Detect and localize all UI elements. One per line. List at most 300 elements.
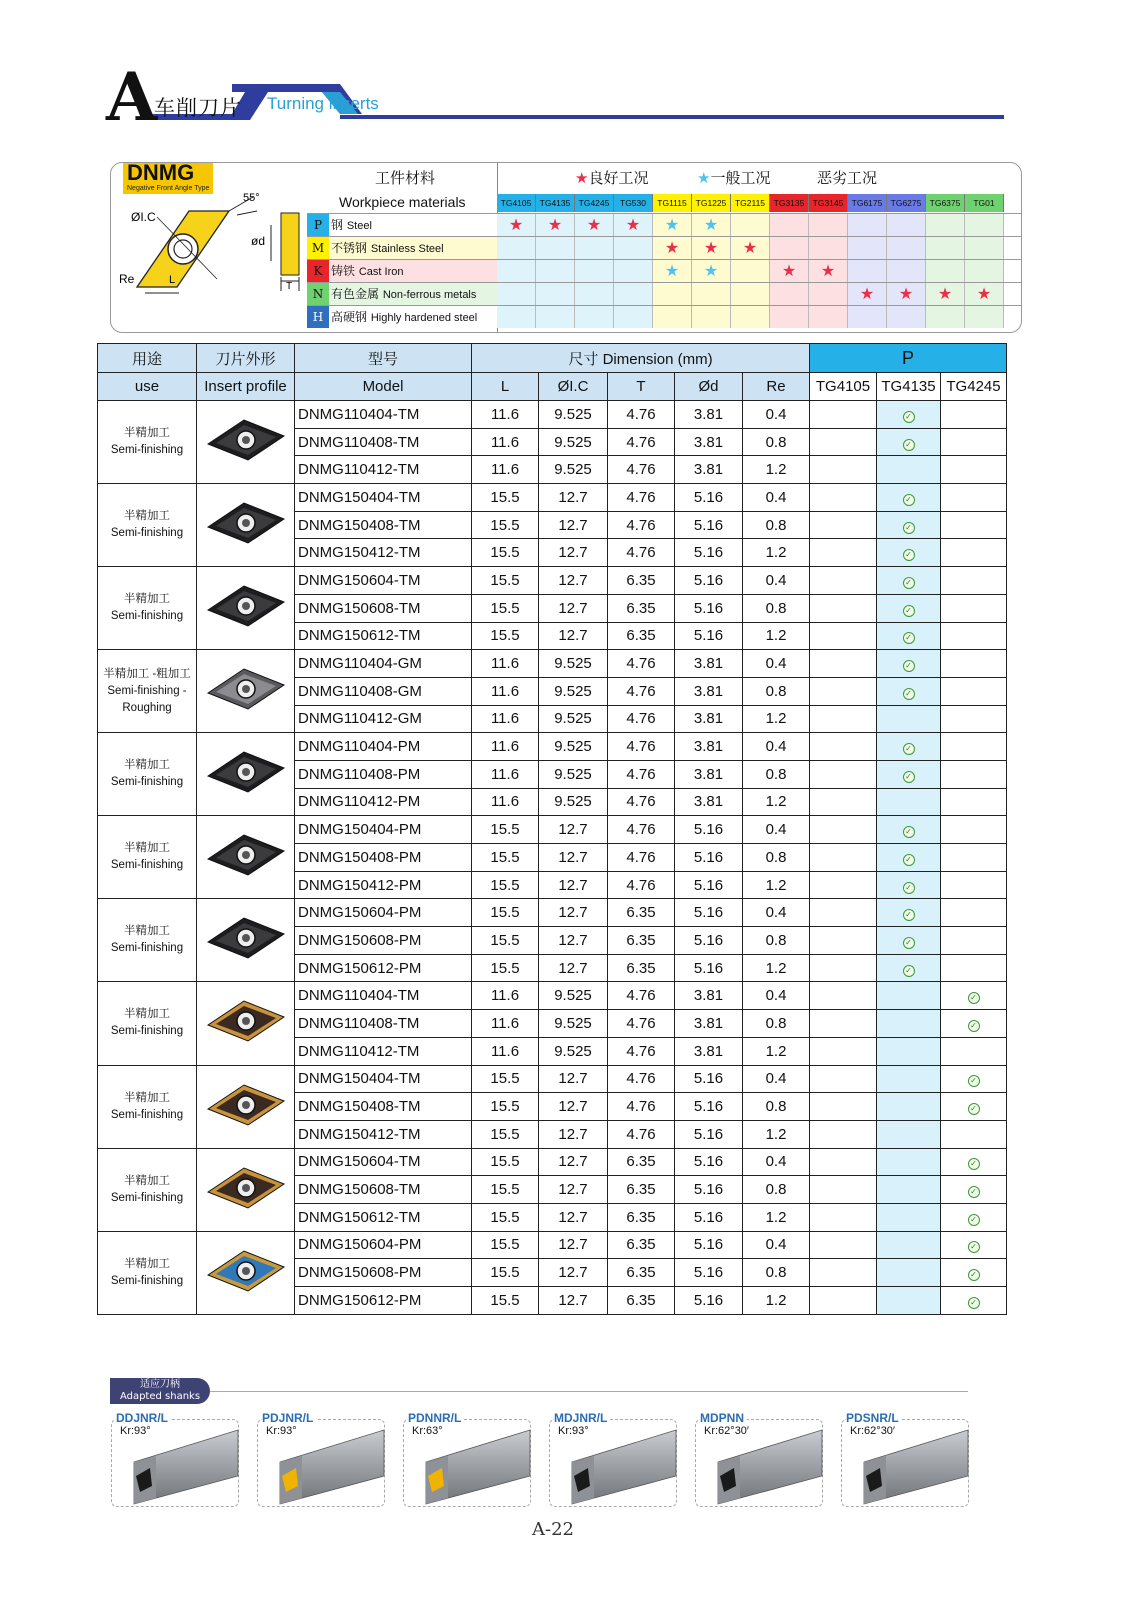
- re-cell: 1.2: [743, 954, 810, 982]
- ic-cell: 9.525: [539, 705, 608, 733]
- l-cell: 15.5: [472, 1203, 539, 1231]
- ic-cell: 12.7: [539, 594, 608, 622]
- model-cell: DNMG110412-GM: [295, 705, 472, 733]
- insert-type-badge: [123, 162, 213, 194]
- material-name: [329, 283, 497, 305]
- insert-profile-cell: [197, 982, 295, 1065]
- material-row: [307, 213, 1022, 236]
- material-grade-cell: [809, 214, 848, 236]
- re-cell: 1.2: [743, 788, 810, 816]
- page-header: [100, 58, 1030, 136]
- t-cell: 4.76: [608, 428, 675, 456]
- grade-availability-cell: [941, 1065, 1007, 1093]
- grade-availability-cell: [810, 1203, 877, 1231]
- t-cell: 6.35: [608, 567, 675, 595]
- ic-cell: 12.7: [539, 844, 608, 872]
- re-cell: 0.4: [743, 401, 810, 429]
- material-grade-cell: [731, 237, 770, 259]
- col-use-cn: 用途: [98, 344, 197, 373]
- material-name: [329, 306, 497, 328]
- d-cell: 3.81: [675, 677, 743, 705]
- material-grade-cell: [536, 283, 575, 305]
- material-name-cn: 钢: [331, 218, 344, 232]
- insert-profile-icon: [204, 912, 288, 964]
- l-cell: 15.5: [472, 1231, 539, 1259]
- insert-profile-cell: [197, 1148, 295, 1231]
- t-cell: 4.76: [608, 871, 675, 899]
- material-rows: [307, 213, 1022, 328]
- model-cell: DNMG150408-PM: [295, 844, 472, 872]
- check-icon: ✓: [968, 1075, 980, 1087]
- col-re: Re: [743, 373, 810, 401]
- grade-availability-cell: [941, 1093, 1007, 1121]
- grade-availability-cell: [810, 733, 877, 761]
- re-cell: 0.4: [743, 650, 810, 678]
- col-profile-en: Insert profile: [197, 373, 295, 401]
- grade-availability-cell: [877, 677, 941, 705]
- grade-availability-cell: [877, 650, 941, 678]
- material-grade-cell: [887, 283, 926, 305]
- use-en: Semi-finishing: [110, 444, 184, 457]
- t-cell: 6.35: [608, 899, 675, 927]
- model-cell: DNMG150608-PM: [295, 1259, 472, 1287]
- ic-cell: 12.7: [539, 1231, 608, 1259]
- grade-availability-cell: [810, 982, 877, 1010]
- grade-availability-cell: [877, 982, 941, 1010]
- use-cell: [98, 982, 197, 1065]
- d-cell: 5.16: [675, 899, 743, 927]
- star-icon: ★: [820, 261, 836, 280]
- re-cell: 0.8: [743, 1093, 810, 1121]
- model-cell: DNMG150412-TM: [295, 1120, 472, 1148]
- l-cell: 15.5: [472, 622, 539, 650]
- model-cell: DNMG110404-TM: [295, 982, 472, 1010]
- grade-header: TG6375: [926, 194, 965, 212]
- model-cell: DNMG110404-PM: [295, 733, 472, 761]
- material-name-en: Highly hardened steel: [370, 312, 478, 324]
- material-grade-cell: [731, 214, 770, 236]
- shank-kr: Kr:93°: [266, 1425, 297, 1437]
- insert-profile-cell: [197, 650, 295, 733]
- ic-cell: 12.7: [539, 539, 608, 567]
- use-cell: [98, 816, 197, 899]
- grade-availability-cell: [810, 844, 877, 872]
- ic-cell: 12.7: [539, 511, 608, 539]
- insert-profile-icon: [204, 1162, 288, 1214]
- grade-availability-cell: [810, 705, 877, 733]
- grade-availability-cell: [877, 1287, 941, 1315]
- grade-availability-cell: [877, 484, 941, 512]
- model-cell: DNMG150412-PM: [295, 871, 472, 899]
- t-label: T: [286, 281, 293, 292]
- material-row: [307, 236, 1022, 259]
- grade-availability-cell: [941, 788, 1007, 816]
- model-cell: DNMG150604-TM: [295, 567, 472, 595]
- grade-availability-cell: [810, 954, 877, 982]
- grade-availability-cell: [810, 484, 877, 512]
- t-cell: 4.76: [608, 539, 675, 567]
- re-cell: 1.2: [743, 622, 810, 650]
- table-row: [98, 567, 1007, 595]
- t-cell: 4.76: [608, 1065, 675, 1093]
- col-model-cn: 型号: [295, 344, 472, 373]
- model-cell: DNMG110412-PM: [295, 788, 472, 816]
- re-cell: 0.4: [743, 816, 810, 844]
- material-grade-cell: [887, 260, 926, 282]
- table-body: [98, 401, 1007, 1315]
- model-cell: DNMG150608-TM: [295, 594, 472, 622]
- grade-availability-cell: [941, 816, 1007, 844]
- shank-kr: Kr:62°30′: [850, 1425, 895, 1437]
- t-cell: 4.76: [608, 401, 675, 429]
- ic-cell: 9.525: [539, 760, 608, 788]
- grade-availability-cell: [941, 1010, 1007, 1038]
- material-name: [329, 237, 497, 259]
- material-code: K: [307, 260, 329, 282]
- d-cell: 3.81: [675, 788, 743, 816]
- col-grade-2: TG4135: [877, 373, 941, 401]
- material-name-en: Non-ferrous metals: [382, 289, 477, 301]
- ic-cell: 12.7: [539, 954, 608, 982]
- material-code: N: [307, 283, 329, 305]
- use-cn: 半精加工: [124, 759, 170, 772]
- shank-name: MDJNR/L: [554, 1411, 610, 1425]
- model-cell: DNMG110404-TM: [295, 401, 472, 429]
- legend-bad: 恶劣工况: [817, 169, 878, 187]
- d-cell: 5.16: [675, 622, 743, 650]
- grade-availability-cell: [810, 401, 877, 429]
- t-cell: 4.76: [608, 677, 675, 705]
- grade-availability-cell: [877, 1010, 941, 1038]
- grade-availability-cell: [941, 622, 1007, 650]
- star-icon: ★: [781, 261, 797, 280]
- model-cell: DNMG150404-TM: [295, 484, 472, 512]
- use-en: Semi-finishing: [110, 610, 184, 623]
- d-cell: 3.81: [675, 982, 743, 1010]
- re-cell: 0.4: [743, 982, 810, 1010]
- material-grade-cell: [887, 237, 926, 259]
- t-cell: 6.35: [608, 1203, 675, 1231]
- table-row: [98, 1065, 1007, 1093]
- grade-availability-cell: [941, 844, 1007, 872]
- use-en: Semi-finishing: [110, 1191, 184, 1204]
- table-row: [98, 733, 1007, 761]
- star-icon: ★: [664, 238, 680, 257]
- grade-availability-cell: [941, 1231, 1007, 1259]
- material-grade-cell: [497, 214, 536, 236]
- grade-availability-cell: [877, 1259, 941, 1287]
- insert-profile-icon: [204, 995, 288, 1047]
- grade-availability-cell: [877, 954, 941, 982]
- l-cell: 11.6: [472, 1037, 539, 1065]
- grade-availability-cell: [877, 899, 941, 927]
- material-grade-cell: [926, 283, 965, 305]
- insert-profile-icon: [204, 1079, 288, 1131]
- material-grade-cell: [692, 260, 731, 282]
- legend-good: [575, 167, 648, 188]
- material-grade-cell: [575, 237, 614, 259]
- t-cell: 4.76: [608, 456, 675, 484]
- t-cell: 4.76: [608, 484, 675, 512]
- material-grade-cell: [614, 237, 653, 259]
- re-cell: 1.2: [743, 539, 810, 567]
- d-cell: 5.16: [675, 539, 743, 567]
- material-grade-cell: [848, 214, 887, 236]
- grade-availability-cell: [810, 816, 877, 844]
- grade-availability-cell: [810, 899, 877, 927]
- t-cell: 4.76: [608, 705, 675, 733]
- l-label: L: [169, 274, 176, 286]
- re-cell: 0.4: [743, 1148, 810, 1176]
- model-cell: DNMG150612-PM: [295, 1287, 472, 1315]
- material-code: M: [307, 237, 329, 259]
- material-name-cn: 铸铁: [331, 264, 356, 278]
- grade-availability-cell: [941, 871, 1007, 899]
- t-cell: 4.76: [608, 788, 675, 816]
- check-icon: ✓: [968, 1269, 980, 1281]
- grade-availability-cell: [810, 871, 877, 899]
- grade-availability-cell: [877, 456, 941, 484]
- col-profile-cn: 刀片外形: [197, 344, 295, 373]
- l-cell: 15.5: [472, 1065, 539, 1093]
- grade-header: TG6275: [887, 194, 926, 212]
- check-icon: ✓: [903, 688, 915, 700]
- model-cell: DNMG150412-TM: [295, 539, 472, 567]
- star-icon: ★: [586, 215, 602, 234]
- t-cell: 6.35: [608, 1176, 675, 1204]
- grade-header: TG1115: [653, 194, 692, 212]
- t-cell: 4.76: [608, 760, 675, 788]
- shank-name: PDJNR/L: [262, 1411, 316, 1425]
- divider: [210, 1391, 968, 1392]
- d-cell: 5.16: [675, 567, 743, 595]
- star-icon: ★: [703, 238, 719, 257]
- t-cell: 6.35: [608, 1259, 675, 1287]
- shank-kr: Kr:93°: [558, 1425, 589, 1437]
- material-name: [329, 260, 497, 282]
- material-grade-cell: [770, 306, 809, 328]
- material-grade-cell: [497, 260, 536, 282]
- ic-cell: 12.7: [539, 1065, 608, 1093]
- star-icon: ★: [625, 215, 641, 234]
- d-cell: 3.81: [675, 1037, 743, 1065]
- use-cell: [98, 567, 197, 650]
- l-cell: 15.5: [472, 511, 539, 539]
- grade-availability-cell: [941, 401, 1007, 429]
- check-icon: ✓: [903, 549, 915, 561]
- t-cell: 6.35: [608, 622, 675, 650]
- d-label: ød: [251, 234, 266, 248]
- d-cell: 5.16: [675, 871, 743, 899]
- ic-cell: 9.525: [539, 650, 608, 678]
- ic-label: ØI.C: [131, 210, 156, 224]
- shanks-title-en: Adapted shanks: [119, 1391, 201, 1402]
- grade-availability-cell: [877, 622, 941, 650]
- t-cell: 4.76: [608, 844, 675, 872]
- star-icon: ★: [664, 261, 680, 280]
- l-cell: 15.5: [472, 567, 539, 595]
- grade-availability-cell: [810, 539, 877, 567]
- t-cell: 6.35: [608, 1148, 675, 1176]
- check-icon: ✓: [903, 854, 915, 866]
- model-cell: DNMG110408-PM: [295, 760, 472, 788]
- grade-availability-cell: [941, 677, 1007, 705]
- t-cell: 4.76: [608, 1120, 675, 1148]
- use-en: Semi-finishing: [110, 776, 184, 789]
- table-row: [98, 650, 1007, 678]
- material-name-cn: 有色金属: [331, 287, 380, 301]
- material-name-cn: 不锈钢: [331, 241, 368, 255]
- table-row: [98, 1231, 1007, 1259]
- check-icon: ✓: [903, 882, 915, 894]
- star-icon: ★: [859, 284, 875, 303]
- material-grade-cell: [926, 237, 965, 259]
- d-cell: 5.16: [675, 927, 743, 955]
- t-cell: 4.76: [608, 982, 675, 1010]
- grade-availability-cell: [810, 594, 877, 622]
- grade-availability-cell: [810, 1037, 877, 1065]
- model-cell: DNMG150604-PM: [295, 899, 472, 927]
- model-cell: DNMG150404-TM: [295, 1065, 472, 1093]
- table-row: [98, 982, 1007, 1010]
- table-row: [98, 899, 1007, 927]
- d-cell: 5.16: [675, 1259, 743, 1287]
- shank-kr: Kr:62°30′: [704, 1425, 749, 1437]
- grade-availability-cell: [877, 539, 941, 567]
- ic-cell: 12.7: [539, 1093, 608, 1121]
- check-icon: ✓: [903, 743, 915, 755]
- l-cell: 11.6: [472, 456, 539, 484]
- use-cn: 半精加工: [124, 1091, 170, 1104]
- grade-availability-cell: [877, 844, 941, 872]
- ic-cell: 12.7: [539, 567, 608, 595]
- grade-availability-cell: [941, 899, 1007, 927]
- legend-normal: [697, 167, 770, 188]
- grade-availability-cell: [941, 1120, 1007, 1148]
- star-icon: ★: [547, 215, 563, 234]
- star-icon: ★: [898, 284, 914, 303]
- grade-header: TG530: [614, 194, 653, 212]
- material-grade-cell: [653, 214, 692, 236]
- re-cell: 0.8: [743, 1176, 810, 1204]
- use-cell: [98, 1065, 197, 1148]
- t-cell: 6.35: [608, 1231, 675, 1259]
- use-cell: [98, 1231, 197, 1314]
- table-row: [98, 484, 1007, 512]
- section-letter: A: [106, 58, 156, 136]
- use-cell: [98, 1148, 197, 1231]
- grade-availability-cell: [941, 456, 1007, 484]
- ic-cell: 9.525: [539, 733, 608, 761]
- star-icon: ★: [937, 284, 953, 303]
- grade-availability-cell: [810, 677, 877, 705]
- use-en: Semi-finishing: [110, 1025, 184, 1038]
- use-cell: [98, 484, 197, 567]
- t-cell: 6.35: [608, 954, 675, 982]
- use-en: Semi-finishing: [110, 527, 184, 540]
- materials-header-en: Workpiece materials: [339, 194, 466, 210]
- re-cell: 0.8: [743, 594, 810, 622]
- grade-availability-cell: [941, 927, 1007, 955]
- grade-availability-cell: [877, 428, 941, 456]
- d-cell: 5.16: [675, 844, 743, 872]
- grade-availability-cell: [877, 594, 941, 622]
- re-cell: 1.2: [743, 1037, 810, 1065]
- ic-cell: 9.525: [539, 677, 608, 705]
- ic-cell: 12.7: [539, 622, 608, 650]
- insert-info-panel: [110, 162, 1022, 333]
- material-grade-cell: [536, 306, 575, 328]
- re-cell: 1.2: [743, 871, 810, 899]
- star-icon: ★: [976, 284, 992, 303]
- l-cell: 15.5: [472, 1287, 539, 1315]
- check-icon: ✓: [903, 937, 915, 949]
- ic-cell: 9.525: [539, 788, 608, 816]
- grade-availability-cell: [877, 401, 941, 429]
- material-grade-cell: [575, 306, 614, 328]
- material-grade-cell: [575, 283, 614, 305]
- grade-availability-cell: [877, 1203, 941, 1231]
- grade-availability-cell: [810, 622, 877, 650]
- check-icon: ✓: [968, 1241, 980, 1253]
- grade-availability-cell: [810, 1176, 877, 1204]
- material-grade-cell: [887, 214, 926, 236]
- use-cn: 半精加工: [124, 1257, 170, 1270]
- grade-availability-cell: [810, 567, 877, 595]
- col-l: L: [472, 373, 539, 401]
- col-grade-3: TG4245: [941, 373, 1007, 401]
- material-grade-cell: [848, 306, 887, 328]
- material-grade-cell: [692, 237, 731, 259]
- grade-availability-cell: [877, 816, 941, 844]
- grade-header: TG4105: [497, 194, 536, 212]
- material-grade-cell: [770, 237, 809, 259]
- use-cn: 半精加工: [124, 1008, 170, 1021]
- col-p-group: P: [810, 344, 1007, 373]
- material-grade-cell: [731, 306, 770, 328]
- grade-availability-cell: [877, 1037, 941, 1065]
- l-cell: 15.5: [472, 871, 539, 899]
- model-cell: DNMG150612-TM: [295, 1203, 472, 1231]
- re-cell: 0.4: [743, 484, 810, 512]
- material-grade-cell: [965, 260, 1004, 282]
- check-icon: ✓: [903, 632, 915, 644]
- grade-availability-cell: [810, 1287, 877, 1315]
- grade-availability-cell: [941, 539, 1007, 567]
- l-cell: 15.5: [472, 1148, 539, 1176]
- model-cell: DNMG150612-TM: [295, 622, 472, 650]
- grade-header: TG4245: [575, 194, 614, 212]
- grade-availability-cell: [941, 733, 1007, 761]
- re-cell: 1.2: [743, 1203, 810, 1231]
- model-cell: DNMG150604-TM: [295, 1148, 472, 1176]
- ic-cell: 9.525: [539, 982, 608, 1010]
- insert-spec-table: [97, 343, 1007, 1315]
- grade-availability-cell: [810, 1120, 877, 1148]
- ic-cell: 9.525: [539, 1010, 608, 1038]
- d-cell: 3.81: [675, 456, 743, 484]
- model-cell: DNMG150608-TM: [295, 1176, 472, 1204]
- insert-profile-cell: [197, 1065, 295, 1148]
- materials-header-cn: 工件材料: [375, 169, 436, 187]
- check-icon: ✓: [903, 965, 915, 977]
- check-icon: ✓: [968, 1297, 980, 1309]
- model-cell: DNMG150612-PM: [295, 954, 472, 982]
- l-cell: 11.6: [472, 788, 539, 816]
- ic-cell: 9.525: [539, 456, 608, 484]
- material-grade-cell: [848, 260, 887, 282]
- insert-type-code: DNMG: [127, 162, 195, 185]
